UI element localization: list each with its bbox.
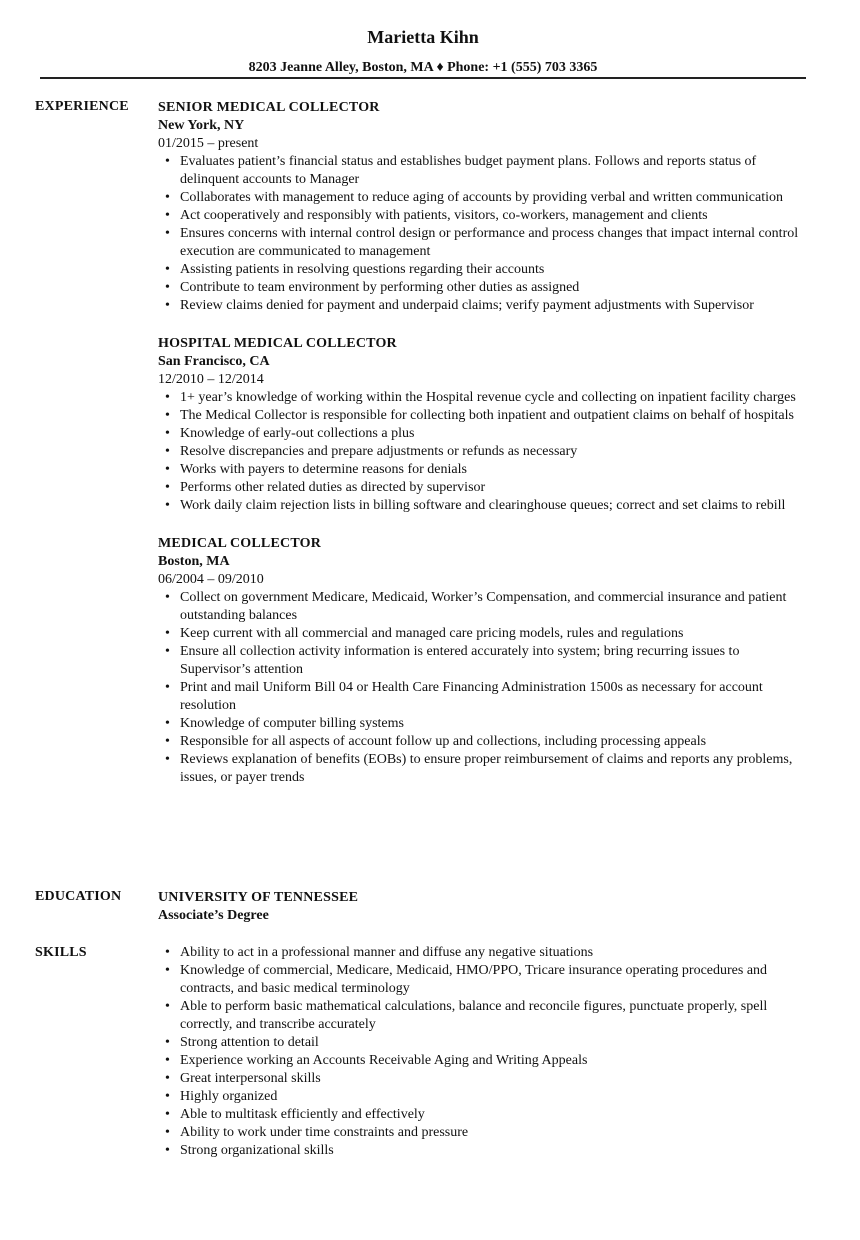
job-title: HOSPITAL MEDICAL COLLECTOR (158, 336, 397, 351)
job-bullets (158, 589, 808, 787)
job-title: SENIOR MEDICAL COLLECTOR (158, 100, 380, 115)
experience-section (158, 99, 808, 787)
list-item: • Ensure all collection activity information is entered accurately into system; bring recurring issues to Supervisor’s attention (180, 643, 808, 679)
list-item: • 1+ year’s knowledge of working within the Hospital revenue cycle and collecting on inpatient facility charges (180, 389, 808, 407)
job-dates: 06/2004 – 09/2010 (158, 572, 264, 587)
job-dates: 12/2010 – 12/2014 (158, 372, 264, 387)
resume-name: Marietta Kihn (367, 27, 479, 47)
list-item: • Knowledge of computer billing systems (180, 715, 808, 733)
list-item: • Experience working an Accounts Receivable Aging and Writing Appeals (180, 1052, 808, 1070)
header-divider (40, 77, 806, 79)
list-item: • Evaluates patient’s financial status and establishes budget payment plans. Follows and reports status of delinquent accounts to Manager (180, 153, 808, 189)
skills-heading: SKILLS (35, 945, 87, 960)
list-item: • Contribute to team environment by performing other duties as assigned (180, 279, 808, 297)
experience-heading: EXPERIENCE (35, 99, 129, 114)
job-dates: 01/2015 – present (158, 136, 259, 151)
list-item: • The Medical Collector is responsible for collecting both inpatient and outpatient claims on behalf of hospitals (180, 407, 808, 425)
degree-name: Associate’s Degree (158, 908, 269, 923)
list-item: • Highly organized (180, 1088, 808, 1106)
skills-list (158, 944, 808, 1160)
list-item: • Ability to act in a professional manner and diffuse any negative situations (180, 944, 808, 962)
job-bullets (158, 389, 808, 515)
list-item: • Performs other related duties as directed by supervisor (180, 479, 808, 497)
list-item: • Responsible for all aspects of account follow up and collections, including processing appeals (180, 733, 808, 751)
list-item: • Knowledge of commercial, Medicare, Medicaid, HMO/PPO, Tricare insurance operating procedures and contracts, and basic medical terminology (180, 962, 808, 998)
list-item: • Strong organizational skills (180, 1142, 808, 1160)
list-item: • Review claims denied for payment and underpaid claims; verify payment adjustments with Supervisor (180, 297, 808, 315)
school-name: UNIVERSITY OF TENNESSEE (158, 890, 359, 905)
education-heading: EDUCATION (35, 889, 122, 904)
list-item: • Resolve discrepancies and prepare adjustments or refunds as necessary (180, 443, 808, 461)
job-location: Boston, MA (158, 554, 230, 569)
job-entry (158, 335, 808, 515)
list-item: • Act cooperatively and responsibly with patients, visitors, co-workers, management and clients (180, 207, 808, 225)
list-item: • Work daily claim rejection lists in billing software and clearinghouse queues; correct and set claims to rebill (180, 497, 808, 515)
job-location: New York, NY (158, 118, 245, 133)
job-entry (158, 99, 808, 315)
job-entry (158, 535, 808, 787)
list-item: • Strong attention to detail (180, 1034, 808, 1052)
list-item: • Knowledge of early-out collections a plus (180, 425, 808, 443)
education-section (158, 889, 808, 925)
list-item: • Great interpersonal skills (180, 1070, 808, 1088)
job-location: San Francisco, CA (158, 354, 270, 369)
list-item: • Ensures concerns with internal control design or performance and process changes that impact internal control execution are communicated to management (180, 225, 808, 261)
list-item: • Able to perform basic mathematical calculations, balance and reconcile figures, punctuate properly, spell correctly, and transcribe accurately (180, 998, 808, 1034)
list-item: • Collaborates with management to reduce aging of accounts by providing verbal and written communication (180, 189, 808, 207)
list-item: • Collect on government Medicare, Medicaid, Worker’s Compensation, and commercial insurance and patient outstanding balances (180, 589, 808, 625)
list-item: • Ability to work under time constraints and pressure (180, 1124, 808, 1142)
list-item: • Keep current with all commercial and managed care pricing models, rules and regulations (180, 625, 808, 643)
job-bullets (158, 153, 808, 315)
skills-section (158, 944, 808, 1160)
list-item: • Print and mail Uniform Bill 04 or Health Care Financing Administration 1500s as necessary for account resolution (180, 679, 808, 715)
list-item: • Reviews explanation of benefits (EOBs) to ensure proper reimbursement of claims and reports any problems, issues, or payer trends (180, 751, 808, 787)
list-item: • Works with payers to determine reasons for denials (180, 461, 808, 479)
list-item: • Assisting patients in resolving questions regarding their accounts (180, 261, 808, 279)
list-item: • Able to multitask efficiently and effectively (180, 1106, 808, 1124)
contact-line: 8203 Jeanne Alley, Boston, MA ♦ Phone: +1 (555) 703 3365 (248, 60, 598, 75)
job-title: MEDICAL COLLECTOR (158, 536, 322, 551)
